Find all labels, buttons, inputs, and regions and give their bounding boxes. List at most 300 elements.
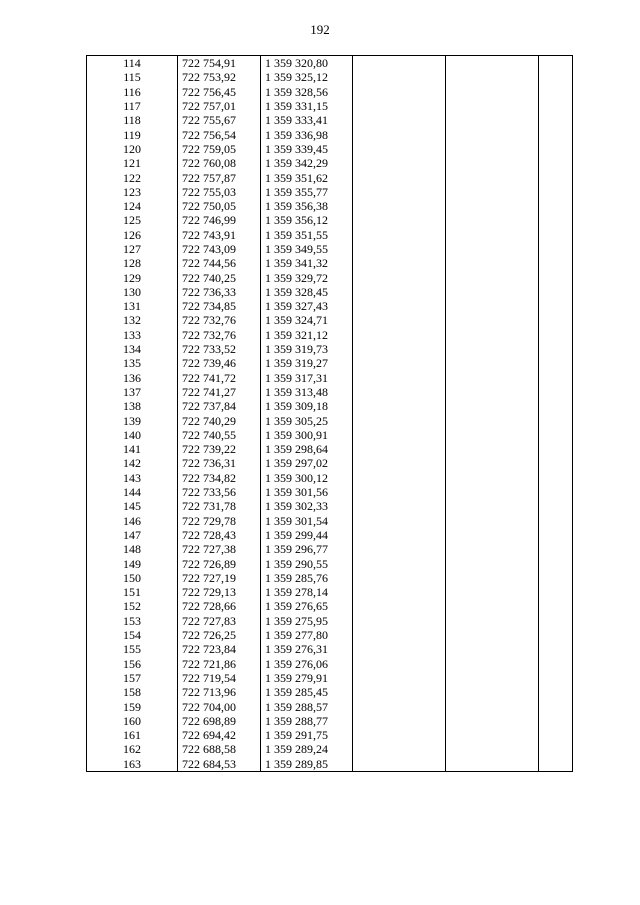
empty-cell — [539, 399, 573, 413]
table-row — [87, 428, 573, 442]
empty-cell — [353, 485, 446, 499]
empty-cell — [446, 671, 539, 685]
x-coordinate-cell: 722 698,89 — [178, 714, 261, 728]
empty-cell — [446, 656, 539, 670]
table-row — [87, 628, 573, 642]
empty-cell — [446, 471, 539, 485]
y-coordinate-cell: 1 359 290,55 — [261, 556, 353, 570]
empty-cell — [353, 199, 446, 213]
empty-cell — [446, 285, 539, 299]
y-coordinate-cell: 1 359 320,80 — [261, 56, 353, 71]
point-number-cell: 149 — [87, 556, 178, 570]
empty-cell — [446, 127, 539, 141]
empty-cell — [539, 685, 573, 699]
table-row — [87, 728, 573, 742]
table-row — [87, 642, 573, 656]
point-number-cell: 127 — [87, 242, 178, 256]
empty-cell — [353, 385, 446, 399]
empty-cell — [539, 213, 573, 227]
y-coordinate-cell: 1 359 329,72 — [261, 270, 353, 284]
table-row — [87, 542, 573, 556]
empty-cell — [539, 170, 573, 184]
empty-cell — [446, 70, 539, 84]
empty-cell — [446, 485, 539, 499]
empty-cell — [446, 85, 539, 99]
point-number-cell: 156 — [87, 656, 178, 670]
x-coordinate-cell: 722 732,76 — [178, 328, 261, 342]
point-number-cell: 150 — [87, 571, 178, 585]
empty-cell — [353, 328, 446, 342]
empty-cell — [539, 113, 573, 127]
empty-cell — [353, 571, 446, 585]
table-row — [87, 113, 573, 127]
empty-cell — [539, 127, 573, 141]
table-row — [87, 285, 573, 299]
table-row — [87, 313, 573, 327]
x-coordinate-cell: 722 757,87 — [178, 170, 261, 184]
y-coordinate-cell: 1 359 299,44 — [261, 528, 353, 542]
empty-cell — [353, 542, 446, 556]
point-number-cell: 134 — [87, 342, 178, 356]
table-row — [87, 671, 573, 685]
x-coordinate-cell: 722 721,86 — [178, 656, 261, 670]
empty-cell — [539, 528, 573, 542]
x-coordinate-cell: 722 739,46 — [178, 356, 261, 370]
empty-cell — [446, 428, 539, 442]
x-coordinate-cell: 722 743,91 — [178, 228, 261, 242]
table-row — [87, 270, 573, 284]
x-coordinate-cell: 722 731,78 — [178, 499, 261, 513]
empty-cell — [353, 585, 446, 599]
y-coordinate-cell: 1 359 298,64 — [261, 442, 353, 456]
empty-cell — [353, 142, 446, 156]
empty-cell — [353, 342, 446, 356]
empty-cell — [446, 242, 539, 256]
empty-cell — [353, 742, 446, 756]
x-coordinate-cell: 722 755,03 — [178, 185, 261, 199]
point-number-cell: 115 — [87, 70, 178, 84]
empty-cell — [446, 156, 539, 170]
table-row — [87, 228, 573, 242]
empty-cell — [353, 299, 446, 313]
empty-cell — [539, 156, 573, 170]
empty-cell — [353, 413, 446, 427]
y-coordinate-cell: 1 359 356,12 — [261, 213, 353, 227]
point-number-cell: 126 — [87, 228, 178, 242]
point-number-cell: 125 — [87, 213, 178, 227]
empty-cell — [539, 585, 573, 599]
empty-cell — [446, 413, 539, 427]
x-coordinate-cell: 722 741,27 — [178, 385, 261, 399]
x-coordinate-cell: 722 740,29 — [178, 413, 261, 427]
y-coordinate-cell: 1 359 339,45 — [261, 142, 353, 156]
empty-cell — [446, 142, 539, 156]
y-coordinate-cell: 1 359 333,41 — [261, 113, 353, 127]
point-number-cell: 158 — [87, 685, 178, 699]
empty-cell — [539, 299, 573, 313]
empty-cell — [353, 514, 446, 528]
empty-cell — [353, 85, 446, 99]
x-coordinate-cell: 722 740,55 — [178, 428, 261, 442]
table-row — [87, 385, 573, 399]
y-coordinate-cell: 1 359 289,85 — [261, 757, 353, 772]
x-coordinate-cell: 722 739,22 — [178, 442, 261, 456]
empty-cell — [539, 456, 573, 470]
point-number-cell: 114 — [87, 56, 178, 71]
y-coordinate-cell: 1 359 351,55 — [261, 228, 353, 242]
x-coordinate-cell: 722 729,78 — [178, 514, 261, 528]
empty-cell — [539, 385, 573, 399]
empty-cell — [353, 642, 446, 656]
point-number-cell: 136 — [87, 371, 178, 385]
empty-cell — [539, 342, 573, 356]
y-coordinate-cell: 1 359 300,91 — [261, 428, 353, 442]
point-number-cell: 153 — [87, 614, 178, 628]
y-coordinate-cell: 1 359 325,12 — [261, 70, 353, 84]
empty-cell — [446, 642, 539, 656]
empty-cell — [539, 699, 573, 713]
empty-cell — [446, 170, 539, 184]
table-row — [87, 127, 573, 141]
x-coordinate-cell: 722 756,45 — [178, 85, 261, 99]
empty-cell — [353, 70, 446, 84]
empty-cell — [539, 742, 573, 756]
y-coordinate-cell: 1 359 301,56 — [261, 485, 353, 499]
y-coordinate-cell: 1 359 301,54 — [261, 514, 353, 528]
table-row — [87, 185, 573, 199]
table-row — [87, 399, 573, 413]
y-coordinate-cell: 1 359 300,12 — [261, 471, 353, 485]
page-number: 192 — [310, 22, 330, 37]
empty-cell — [353, 56, 446, 71]
y-coordinate-cell: 1 359 349,55 — [261, 242, 353, 256]
empty-cell — [446, 599, 539, 613]
table-row — [87, 514, 573, 528]
point-number-cell: 118 — [87, 113, 178, 127]
empty-cell — [446, 742, 539, 756]
table-row — [87, 242, 573, 256]
empty-cell — [353, 356, 446, 370]
empty-cell — [539, 142, 573, 156]
empty-cell — [446, 585, 539, 599]
y-coordinate-cell: 1 359 285,45 — [261, 685, 353, 699]
empty-cell — [353, 371, 446, 385]
table-row — [87, 156, 573, 170]
point-number-cell: 135 — [87, 356, 178, 370]
point-number-cell: 124 — [87, 199, 178, 213]
x-coordinate-cell: 722 719,54 — [178, 671, 261, 685]
table-row — [87, 256, 573, 270]
empty-cell — [446, 185, 539, 199]
point-number-cell: 120 — [87, 142, 178, 156]
empty-cell — [539, 442, 573, 456]
empty-cell — [539, 270, 573, 284]
empty-cell — [446, 699, 539, 713]
y-coordinate-cell: 1 359 313,48 — [261, 385, 353, 399]
point-number-cell: 161 — [87, 728, 178, 742]
point-number-cell: 122 — [87, 170, 178, 184]
point-number-cell: 140 — [87, 428, 178, 442]
empty-cell — [446, 556, 539, 570]
empty-cell — [446, 728, 539, 742]
empty-cell — [446, 299, 539, 313]
empty-cell — [446, 313, 539, 327]
y-coordinate-cell: 1 359 277,80 — [261, 628, 353, 642]
empty-cell — [539, 199, 573, 213]
empty-cell — [539, 757, 573, 772]
empty-cell — [353, 599, 446, 613]
point-number-cell: 162 — [87, 742, 178, 756]
empty-cell — [353, 156, 446, 170]
x-coordinate-cell: 722 733,52 — [178, 342, 261, 356]
empty-cell — [353, 685, 446, 699]
empty-cell — [539, 56, 573, 71]
empty-cell — [353, 256, 446, 270]
y-coordinate-cell: 1 359 327,43 — [261, 299, 353, 313]
empty-cell — [539, 70, 573, 84]
x-coordinate-cell: 722 727,19 — [178, 571, 261, 585]
point-number-cell: 121 — [87, 156, 178, 170]
empty-cell — [539, 228, 573, 242]
empty-cell — [446, 113, 539, 127]
table-row — [87, 742, 573, 756]
empty-cell — [353, 185, 446, 199]
y-coordinate-cell: 1 359 324,71 — [261, 313, 353, 327]
y-coordinate-cell: 1 359 319,73 — [261, 342, 353, 356]
table-row — [87, 699, 573, 713]
x-coordinate-cell: 722 760,08 — [178, 156, 261, 170]
table-row — [87, 85, 573, 99]
point-number-cell: 159 — [87, 699, 178, 713]
point-number-cell: 157 — [87, 671, 178, 685]
x-coordinate-cell: 722 728,66 — [178, 599, 261, 613]
empty-cell — [539, 499, 573, 513]
empty-cell — [353, 99, 446, 113]
y-coordinate-cell: 1 359 275,95 — [261, 614, 353, 628]
empty-cell — [539, 356, 573, 370]
x-coordinate-cell: 722 743,09 — [178, 242, 261, 256]
table-row — [87, 614, 573, 628]
point-number-cell: 133 — [87, 328, 178, 342]
empty-cell — [539, 542, 573, 556]
empty-cell — [446, 757, 539, 772]
table-row — [87, 471, 573, 485]
x-coordinate-cell: 722 755,67 — [178, 113, 261, 127]
empty-cell — [446, 528, 539, 542]
empty-cell — [446, 385, 539, 399]
x-coordinate-cell: 722 729,13 — [178, 585, 261, 599]
empty-cell — [539, 514, 573, 528]
empty-cell — [353, 556, 446, 570]
coordinates-table — [86, 55, 573, 772]
table-row — [87, 299, 573, 313]
x-coordinate-cell: 722 744,56 — [178, 256, 261, 270]
x-coordinate-cell: 722 728,43 — [178, 528, 261, 542]
point-number-cell: 146 — [87, 514, 178, 528]
table-row — [87, 170, 573, 184]
empty-cell — [446, 356, 539, 370]
table-row — [87, 556, 573, 570]
table-row — [87, 685, 573, 699]
point-number-cell: 160 — [87, 714, 178, 728]
x-coordinate-cell: 722 759,05 — [178, 142, 261, 156]
empty-cell — [353, 127, 446, 141]
x-coordinate-cell: 722 726,25 — [178, 628, 261, 642]
point-number-cell: 163 — [87, 757, 178, 772]
empty-cell — [539, 599, 573, 613]
empty-cell — [539, 471, 573, 485]
empty-cell — [539, 285, 573, 299]
table-row — [87, 99, 573, 113]
x-coordinate-cell: 722 757,01 — [178, 99, 261, 113]
table-row — [87, 56, 573, 71]
empty-cell — [446, 256, 539, 270]
empty-cell — [446, 685, 539, 699]
y-coordinate-cell: 1 359 309,18 — [261, 399, 353, 413]
point-number-cell: 128 — [87, 256, 178, 270]
y-coordinate-cell: 1 359 285,76 — [261, 571, 353, 585]
empty-cell — [539, 628, 573, 642]
y-coordinate-cell: 1 359 302,33 — [261, 499, 353, 513]
empty-cell — [539, 428, 573, 442]
empty-cell — [353, 113, 446, 127]
x-coordinate-cell: 722 713,96 — [178, 685, 261, 699]
empty-cell — [539, 99, 573, 113]
table-row — [87, 485, 573, 499]
y-coordinate-cell: 1 359 276,31 — [261, 642, 353, 656]
point-number-cell: 155 — [87, 642, 178, 656]
empty-cell — [446, 714, 539, 728]
table-row — [87, 213, 573, 227]
empty-cell — [446, 499, 539, 513]
table-row — [87, 456, 573, 470]
y-coordinate-cell: 1 359 279,91 — [261, 671, 353, 685]
point-number-cell: 130 — [87, 285, 178, 299]
y-coordinate-cell: 1 359 331,15 — [261, 99, 353, 113]
y-coordinate-cell: 1 359 328,56 — [261, 85, 353, 99]
point-number-cell: 142 — [87, 456, 178, 470]
empty-cell — [353, 757, 446, 772]
empty-cell — [353, 699, 446, 713]
empty-cell — [446, 628, 539, 642]
table-row — [87, 714, 573, 728]
y-coordinate-cell: 1 359 291,75 — [261, 728, 353, 742]
point-number-cell: 141 — [87, 442, 178, 456]
point-number-cell: 147 — [87, 528, 178, 542]
x-coordinate-cell: 722 741,72 — [178, 371, 261, 385]
empty-cell — [539, 485, 573, 499]
empty-cell — [353, 714, 446, 728]
empty-cell — [353, 242, 446, 256]
empty-cell — [353, 228, 446, 242]
x-coordinate-cell: 722 727,38 — [178, 542, 261, 556]
x-coordinate-cell: 722 704,00 — [178, 699, 261, 713]
empty-cell — [353, 285, 446, 299]
table-row — [87, 142, 573, 156]
empty-cell — [446, 571, 539, 585]
y-coordinate-cell: 1 359 276,06 — [261, 656, 353, 670]
empty-cell — [446, 56, 539, 71]
x-coordinate-cell: 722 754,91 — [178, 56, 261, 71]
point-number-cell: 138 — [87, 399, 178, 413]
empty-cell — [353, 728, 446, 742]
empty-cell — [446, 328, 539, 342]
table-row — [87, 757, 573, 772]
empty-cell — [539, 242, 573, 256]
table-row — [87, 371, 573, 385]
point-number-cell: 129 — [87, 270, 178, 284]
empty-cell — [446, 442, 539, 456]
empty-cell — [353, 170, 446, 184]
point-number-cell: 117 — [87, 99, 178, 113]
point-number-cell: 152 — [87, 599, 178, 613]
x-coordinate-cell: 722 684,53 — [178, 757, 261, 772]
point-number-cell: 154 — [87, 628, 178, 642]
y-coordinate-cell: 1 359 356,38 — [261, 199, 353, 213]
empty-cell — [446, 270, 539, 284]
x-coordinate-cell: 722 734,82 — [178, 471, 261, 485]
x-coordinate-cell: 722 740,25 — [178, 270, 261, 284]
point-number-cell: 151 — [87, 585, 178, 599]
empty-cell — [353, 213, 446, 227]
y-coordinate-cell: 1 359 328,45 — [261, 285, 353, 299]
coordinates-table-body — [87, 56, 573, 772]
empty-cell — [539, 728, 573, 742]
empty-cell — [539, 85, 573, 99]
empty-cell — [353, 528, 446, 542]
table-row — [87, 571, 573, 585]
table-row — [87, 599, 573, 613]
y-coordinate-cell: 1 359 289,24 — [261, 742, 353, 756]
empty-cell — [353, 270, 446, 284]
empty-cell — [446, 213, 539, 227]
point-number-cell: 131 — [87, 299, 178, 313]
y-coordinate-cell: 1 359 288,77 — [261, 714, 353, 728]
point-number-cell: 123 — [87, 185, 178, 199]
x-coordinate-cell: 722 737,84 — [178, 399, 261, 413]
empty-cell — [539, 313, 573, 327]
x-coordinate-cell: 722 727,83 — [178, 614, 261, 628]
empty-cell — [446, 456, 539, 470]
x-coordinate-cell: 722 734,85 — [178, 299, 261, 313]
x-coordinate-cell: 722 736,31 — [178, 456, 261, 470]
empty-cell — [539, 656, 573, 670]
y-coordinate-cell: 1 359 319,27 — [261, 356, 353, 370]
empty-cell — [353, 471, 446, 485]
point-number-cell: 144 — [87, 485, 178, 499]
empty-cell — [353, 428, 446, 442]
empty-cell — [446, 542, 539, 556]
table-row — [87, 342, 573, 356]
table-row — [87, 585, 573, 599]
empty-cell — [539, 671, 573, 685]
empty-cell — [539, 714, 573, 728]
y-coordinate-cell: 1 359 342,29 — [261, 156, 353, 170]
y-coordinate-cell: 1 359 305,25 — [261, 413, 353, 427]
table-row — [87, 356, 573, 370]
empty-cell — [353, 656, 446, 670]
x-coordinate-cell: 722 726,89 — [178, 556, 261, 570]
y-coordinate-cell: 1 359 336,98 — [261, 127, 353, 141]
empty-cell — [446, 99, 539, 113]
empty-cell — [446, 199, 539, 213]
empty-cell — [446, 342, 539, 356]
y-coordinate-cell: 1 359 355,77 — [261, 185, 353, 199]
y-coordinate-cell: 1 359 278,14 — [261, 585, 353, 599]
empty-cell — [353, 442, 446, 456]
empty-cell — [353, 313, 446, 327]
y-coordinate-cell: 1 359 297,02 — [261, 456, 353, 470]
